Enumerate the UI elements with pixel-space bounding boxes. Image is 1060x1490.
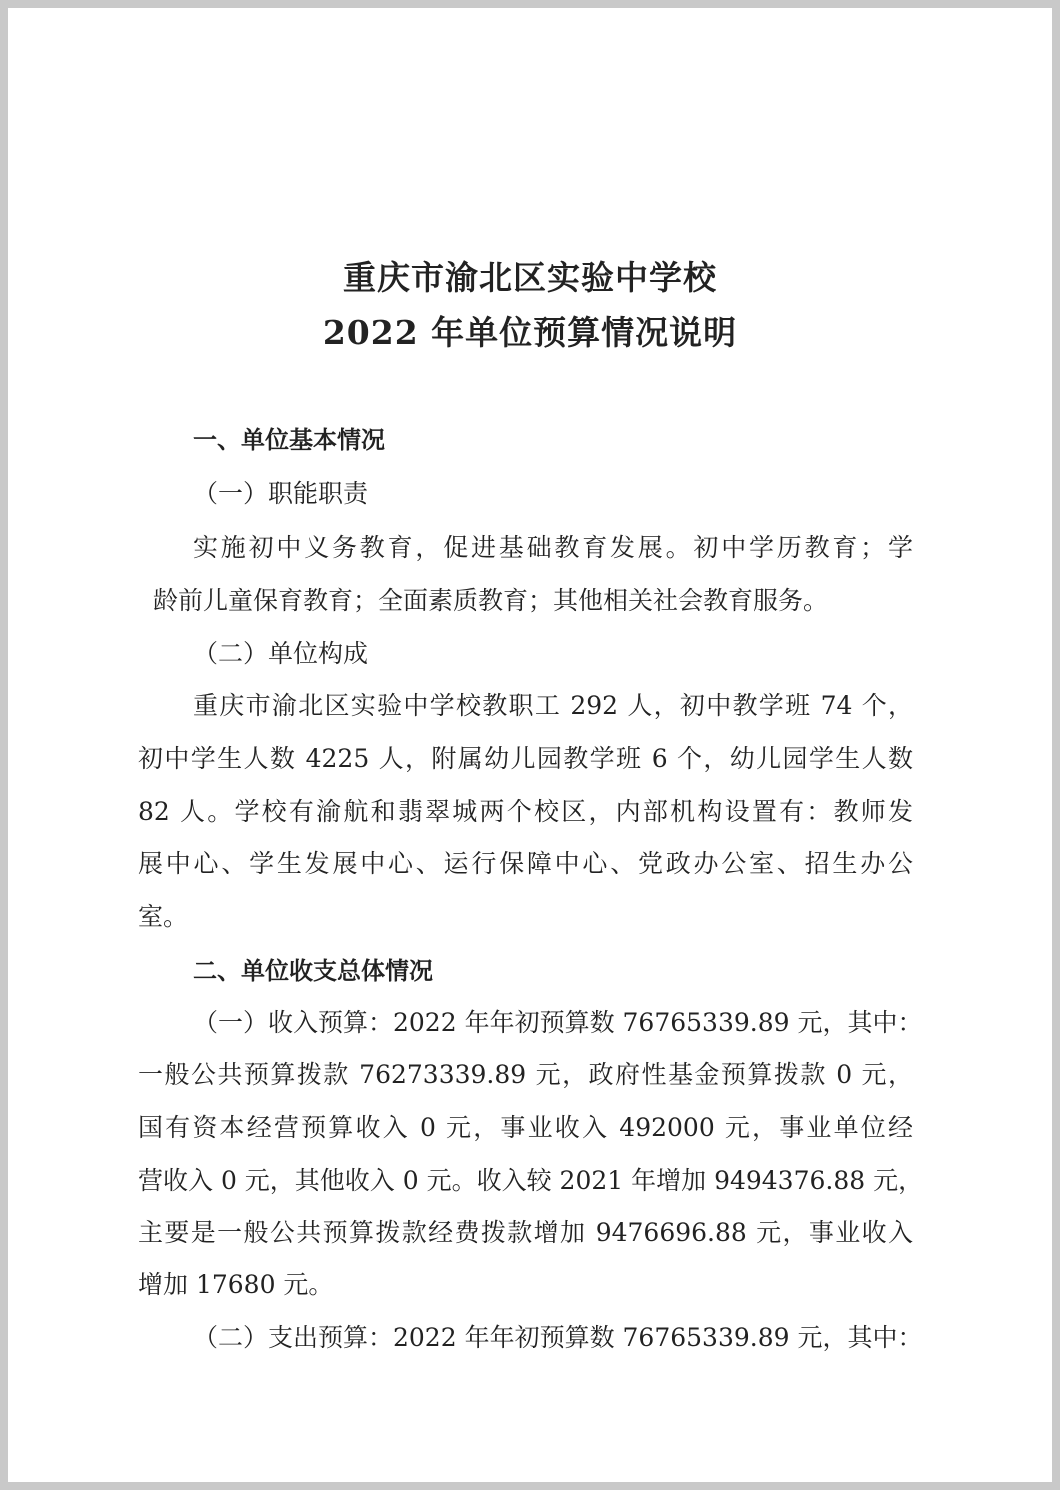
- paragraph-line: 初中学生人数 4225 人，附属幼儿园教学班 6 个，幼儿园学生人数: [138, 744, 913, 773]
- section2-heading: 二、单位收支总体情况: [193, 957, 433, 985]
- section1-sub1: （一）职能职责: [193, 479, 369, 508]
- paragraph-line: 国有资本经营预算收入 0 元，事业收入 492000 元，事业单位经: [138, 1113, 913, 1142]
- paragraph-line: 重庆市渝北区实验中学校教职工 292 人，初中教学班 74 个，: [193, 691, 913, 720]
- paragraph-line: 展中心、学生发展中心、运行保障中心、党政办公室、招生办公: [138, 849, 913, 878]
- paragraph-line: 龄前儿童保育教育；全面素质教育；其他相关社会教育服务。: [153, 586, 829, 615]
- paragraph-line: 实施初中义务教育，促进基础教育发展。初中学历教育；学: [193, 533, 913, 562]
- document-title-line1: 重庆市渝北区实验中学校: [343, 258, 717, 297]
- document-page: [8, 8, 1052, 1482]
- paragraph-line: 营收入 0 元，其他收入 0 元。收入较 2021 年增加 9494376.88 元，: [138, 1166, 924, 1195]
- section1-sub2: （二）单位构成: [193, 639, 369, 668]
- paragraph-line: 主要是一般公共预算拨款经费拨款增加 9476696.88 元，事业收入: [138, 1218, 913, 1247]
- section1-heading: 一、单位基本情况: [193, 426, 385, 454]
- paragraph-line: 增加 17680 元。: [138, 1270, 334, 1299]
- paragraph-line: （一）收入预算：2022 年年初预算数 76765339.89 元，其中：: [193, 1008, 923, 1037]
- paragraph-line: （二）支出预算：2022 年年初预算数 76765339.89 元，其中：: [193, 1323, 923, 1352]
- paragraph-line: 室。: [138, 902, 189, 931]
- document-title-line2: 2022 年单位预算情况说明: [322, 313, 738, 352]
- paragraph-line: 一般公共预算拨款 76273339.89 元，政府性基金预算拨款 0 元，: [138, 1060, 913, 1089]
- paragraph-line: 82 人。学校有渝航和翡翠城两个校区，内部机构设置有：教师发: [138, 797, 913, 826]
